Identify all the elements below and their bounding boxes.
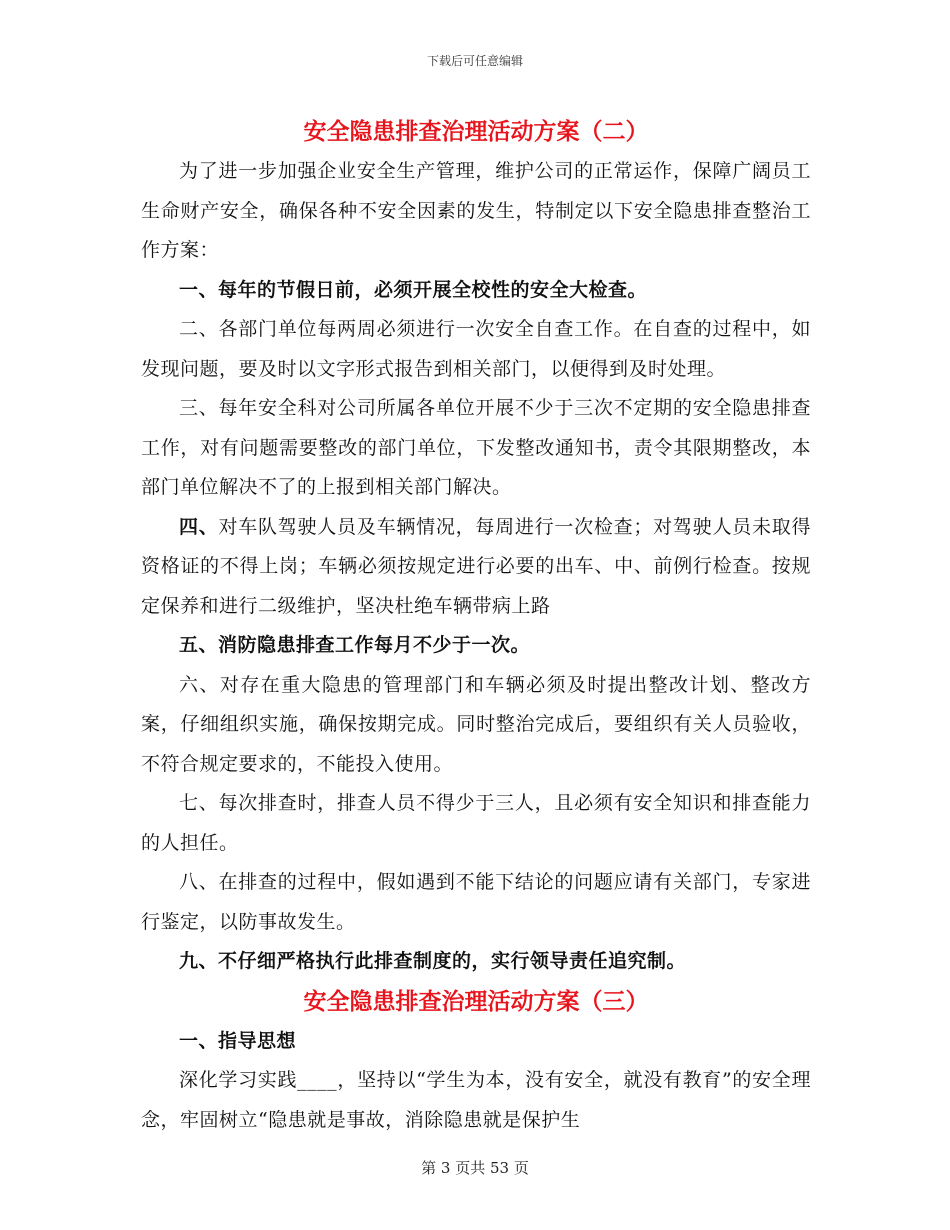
header-note: 下载后可任意编辑 <box>426 54 523 68</box>
guide-paragraph: 深化学习实践____，坚持以“学生为本，没有安全，就没有教育”的安全理念，牢固树立“隐患就是事故，消除隐患就是保护生 <box>141 1069 811 1131</box>
section-title-3: 安全隐患排查治理活动方案（三） <box>303 987 649 1015</box>
item-8: 八、在排查的过程中，假如遇到不能下结论的问题应请有关部门，专家进行鉴定，以防事故发生。 <box>141 871 811 933</box>
item-1: 一、每年的节假日前，必须开展全校性的安全大检查。 <box>179 278 648 301</box>
item-4-body: 对车队驾驶人员及车辆情况，每周进行一次检查；对驾驶人员未取得资格证的不得上岗；车辆必须按规定进行必要的出车、中、前例行检查。按规定保养和进行二级维护，坚决杜绝车辆带病上路 <box>141 515 811 617</box>
page-footer: 第 3 页共 53 页 <box>421 1159 529 1177</box>
item-6: 六、对存在重大隐患的管理部门和车辆必须及时提出整改计划、整改方案，仔细组织实施，确保按期完成。同时整治完成后，要组织有关人员验收，不符合规定要求的，不能投入使用。 <box>141 673 811 775</box>
item-7: 七、每次排查时，排查人员不得少于三人，且必须有安全知识和排查能力的人担任。 <box>141 792 811 854</box>
intro-paragraph: 为了进一步加强企业安全生产管理，维护公司的正常运作，保障广阔员工生命财产安全，确保各种不安全因素的发生，特制定以下安全隐患排查整治工作方案： <box>141 160 811 261</box>
item-5: 五、消防隐患排查工作每月不少于一次。 <box>179 634 531 656</box>
item-4-lead: 四、 <box>179 515 219 538</box>
section-title-2: 安全隐患排查治理活动方案（二） <box>303 118 649 145</box>
section-heading-guide: 一、指导思想 <box>179 1029 297 1052</box>
item-3: 三、每年安全科对公司所属各单位开展不少于三次不定期的安全隐患排查工作，对有问题需要整改的部门单位，下发整改通知书，责令其限期整改，本部门单位解决不了的上报到相关部门解决。 <box>141 397 811 498</box>
item-9: 九、不仔细严格执行此排查制度的，实行领导责任追究制。 <box>179 950 687 972</box>
document-body <box>141 112 811 1140</box>
item-4 <box>141 508 811 627</box>
item-2: 二、各部门单位每两周必须进行一次安全自查工作。在自查的过程中，如发现问题，要及时以文字形式报告到相关部门，以便得到及时处理。 <box>141 318 811 380</box>
